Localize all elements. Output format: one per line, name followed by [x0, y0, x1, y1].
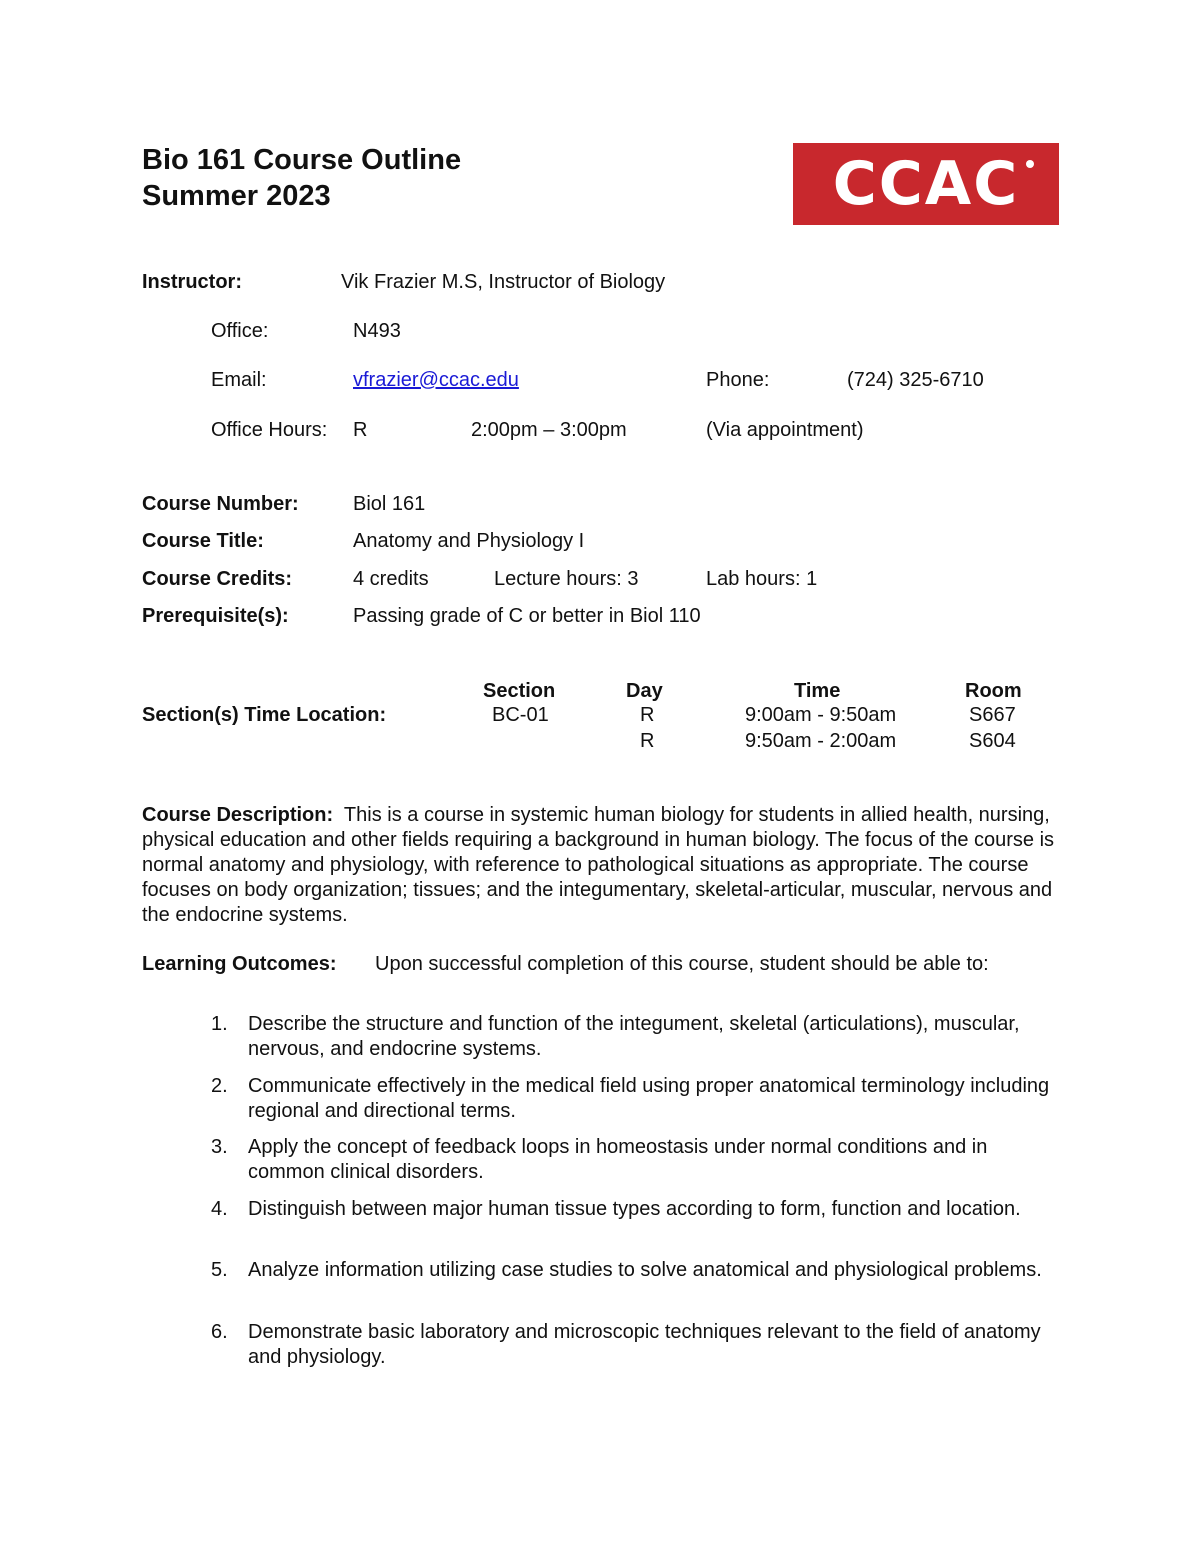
list-item-number: 5. — [211, 1259, 228, 1281]
instructor-name: Vik Frazier M.S, Instructor of Biology — [341, 271, 666, 293]
prerequisite-label: Prerequisite(s): — [142, 605, 289, 627]
section-cell: BC-01 — [492, 704, 549, 726]
list-item-text: Describe the structure and function of the integument, skeletal (articulations), muscular, nervous, and endocrine systems. — [248, 1013, 1020, 1060]
course-number: Biol 161 — [353, 493, 426, 515]
course-description-label: Course Description: — [142, 804, 334, 826]
prerequisite: Passing grade of C or better in Biol 110 — [353, 605, 701, 627]
instructor-label: Instructor: — [142, 271, 242, 293]
course-credits-label: Course Credits: — [142, 568, 293, 590]
email-label: Email: — [211, 369, 267, 391]
logo-text: CCAC — [832, 149, 1020, 219]
list-item-number: 3. — [211, 1136, 228, 1158]
course-description — [142, 803, 1067, 928]
list-item-text: Distinguish between major human tissue types according to form, function and location. — [248, 1198, 1021, 1220]
course-credits: 4 credits — [353, 568, 429, 590]
registered-mark-icon — [1026, 160, 1034, 168]
page-title-line1: Bio 161 Course Outline — [142, 144, 462, 176]
list-item-text: Communicate effectively in the medical field using proper anatomical terminology including regional and directional terms. — [248, 1075, 1050, 1122]
section-header: Section — [483, 680, 556, 702]
course-number-label: Course Number: — [142, 493, 299, 515]
list-item-number: 1. — [211, 1013, 228, 1035]
course-description-text: This is a course in systemic human biology for students in allied health, nursing, physical education and other fields requiring a background in human biology. The focus of the course is normal anatomy and physiology, with reference to pathological situations as appropriate. The course focuses on body organization; tissues; and the integumentary, skeletal-articular, muscular, nervous and the endocrine systems. — [142, 804, 1055, 926]
course-title-label: Course Title: — [142, 530, 264, 552]
day-cell: R — [640, 730, 655, 752]
room-header: Room — [965, 680, 1022, 702]
list-item-text: Apply the concept of feedback loops in homeostasis under normal conditions and in common clinical disorders. — [248, 1136, 988, 1183]
time-header: Time — [794, 680, 841, 702]
list-item-text: Analyze information utilizing case studies to solve anatomical and physiological problems. — [248, 1259, 1042, 1281]
phone-value: (724) 325-6710 — [847, 369, 984, 391]
office-hours-note: (Via appointment) — [706, 419, 864, 441]
list-item-number: 4. — [211, 1198, 228, 1220]
sections-label: Section(s) Time Location: — [142, 704, 387, 726]
day-cell: R — [640, 704, 655, 726]
office-hours-label: Office Hours: — [211, 419, 328, 441]
room-cell: S604 — [969, 730, 1016, 752]
office-label: Office: — [211, 320, 269, 342]
ccac-logo — [793, 143, 1059, 225]
learning-outcomes-label: Learning Outcomes: — [142, 953, 337, 975]
office-value: N493 — [353, 320, 401, 342]
page-title-line2: Summer 2023 — [142, 180, 331, 212]
email-link[interactable]: vfrazier@ccac.edu — [353, 369, 519, 391]
list-item-number: 2. — [211, 1075, 228, 1097]
office-hours-time: 2:00pm – 3:00pm — [471, 419, 627, 441]
phone-label: Phone: — [706, 369, 770, 391]
lecture-hours: Lecture hours: 3 — [494, 568, 639, 590]
learning-outcomes-intro: Upon successful completion of this course, student should be able to: — [375, 953, 989, 975]
office-hours-day: R — [353, 419, 368, 441]
list-item-number: 6. — [211, 1321, 228, 1343]
course-title: Anatomy and Physiology I — [353, 530, 585, 552]
time-cell: 9:50am - 2:00am — [745, 730, 897, 752]
day-header: Day — [626, 680, 663, 702]
time-cell: 9:00am - 9:50am — [745, 704, 897, 726]
lab-hours: Lab hours: 1 — [706, 568, 818, 590]
room-cell: S667 — [969, 704, 1016, 726]
list-item-text: Demonstrate basic laboratory and microscopic techniques relevant to the field of anatomy and physiology. — [248, 1321, 1041, 1368]
